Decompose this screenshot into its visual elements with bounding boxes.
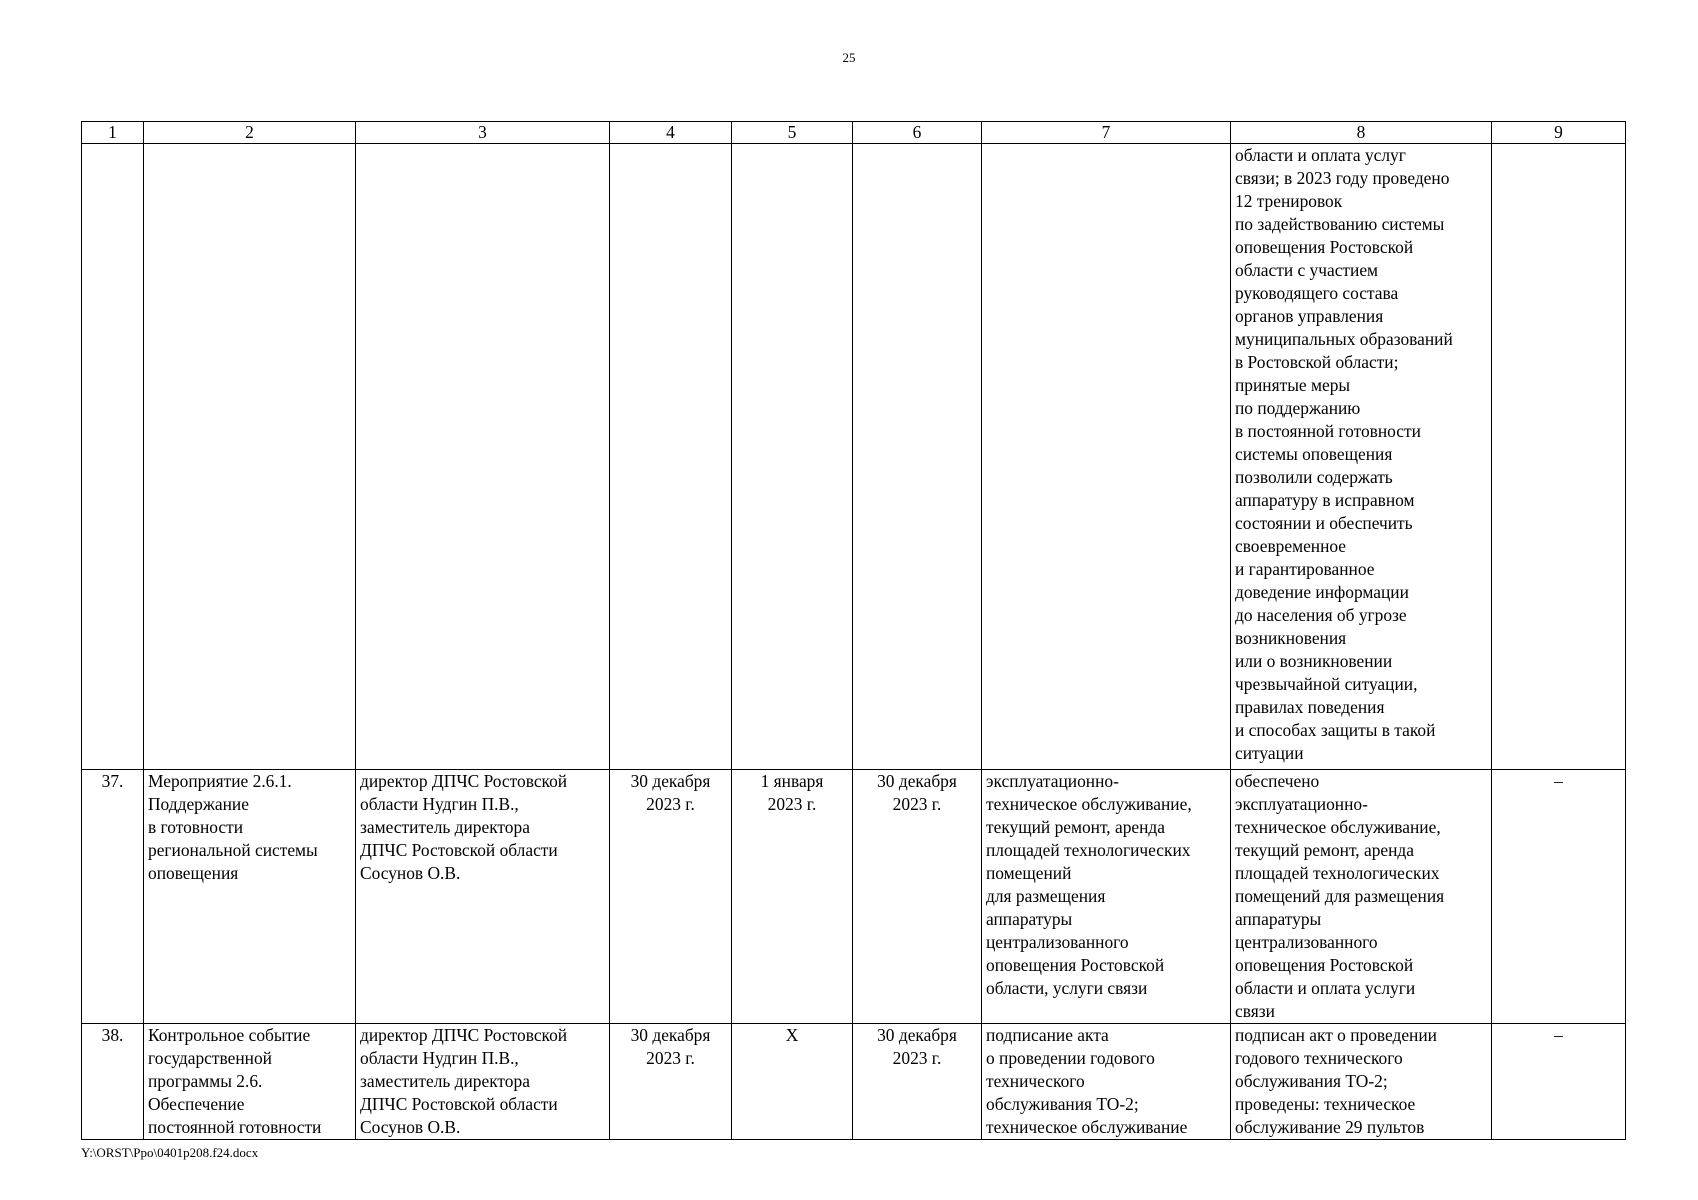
- expected-result-cell: подписание акта о проведении годового технического обслуживания ТО-2; техническое обслуживание: [982, 1024, 1231, 1140]
- column-number-header: 9: [1492, 122, 1626, 144]
- row-number-cell: 38.: [82, 1024, 144, 1140]
- file-path-footer: Y:\ORST\Ppo\0401p208.f24.docx: [81, 1145, 259, 1160]
- plan-date-cell: [610, 144, 732, 770]
- activity-name-cell: Контрольное событие государственной программы 2.6. Обеспечение постоянной готовности: [144, 1024, 356, 1140]
- end-date-cell: 30 декабря 2023 г.: [853, 770, 982, 1024]
- column-number-header: 4: [610, 122, 732, 144]
- column-number-header: 2: [144, 122, 356, 144]
- table-row-continued: [82, 144, 1626, 770]
- column-number-header: 7: [982, 122, 1231, 144]
- actual-result-cell: обеспечено эксплуатационно- техническое обслуживание, текущий ремонт, аренда площадей технологических помещений для размещения аппаратуры централизованного оповещения Ростовской области и оплата услуги связи: [1231, 770, 1492, 1024]
- responsible-cell: директор ДПЧС Ростовской области Нудгин П.В., заместитель директора ДПЧС Ростовской области Сосунов О.В.: [356, 770, 610, 1024]
- table-row-37: [82, 770, 1626, 1024]
- plan-date-cell: 30 декабря 2023 г.: [610, 1024, 732, 1140]
- end-date-cell: [853, 144, 982, 770]
- table-row-38: [82, 1024, 1626, 1140]
- responsible-cell: [356, 144, 610, 770]
- column-number-header: 6: [853, 122, 982, 144]
- report-table: [81, 121, 1626, 1140]
- activity-name-cell: Мероприятие 2.6.1. Поддержание в готовности региональной системы оповещения: [144, 770, 356, 1024]
- actual-result-cell: подписан акт о проведении годового технического обслуживания ТО-2; проведены: техническое обслуживание 29 пультов: [1231, 1024, 1492, 1140]
- row-number-cell: 37.: [82, 770, 144, 1024]
- note-cell: –: [1492, 770, 1626, 1024]
- column-number-row: [82, 122, 1626, 144]
- note-cell: –: [1492, 1024, 1626, 1140]
- activity-name-cell: [144, 144, 356, 770]
- start-date-cell: Х: [732, 1024, 853, 1140]
- expected-result-cell: [982, 144, 1231, 770]
- expected-result-cell: эксплуатационно- техническое обслуживание, текущий ремонт, аренда площадей технологических помещений для размещения аппаратуры централизованного оповещения Ростовской области, услуги связи: [982, 770, 1231, 1024]
- row-number-cell: [82, 144, 144, 770]
- column-number-header: 1: [82, 122, 144, 144]
- responsible-cell: директор ДПЧС Ростовской области Нудгин П.В., заместитель директора ДПЧС Ростовской области Сосунов О.В.: [356, 1024, 610, 1140]
- column-number-header: 3: [356, 122, 610, 144]
- column-number-header: 5: [732, 122, 853, 144]
- start-date-cell: [732, 144, 853, 770]
- actual-result-cell: области и оплата услуг связи; в 2023 году проведено 12 тренировок по задействованию системы оповещения Ростовской области с участием руководящего состава органов управления муниципальных образований в Ростовской области; принятые меры по поддержанию в постоянной готовности системы оповещения позволили содержать аппаратуру в исправном состоянии и обеспечить своевременное и гарантированное доведение информации до населения об угрозе возникновения или о возникновении чрезвычайной ситуации, правилах поведения и способах защиты в такой ситуации: [1231, 144, 1492, 770]
- start-date-cell: 1 января 2023 г.: [732, 770, 853, 1024]
- end-date-cell: 30 декабря 2023 г.: [853, 1024, 982, 1140]
- column-number-header: 8: [1231, 122, 1492, 144]
- plan-date-cell: 30 декабря 2023 г.: [610, 770, 732, 1024]
- note-cell: [1492, 144, 1626, 770]
- page-number: 25: [842, 50, 856, 65]
